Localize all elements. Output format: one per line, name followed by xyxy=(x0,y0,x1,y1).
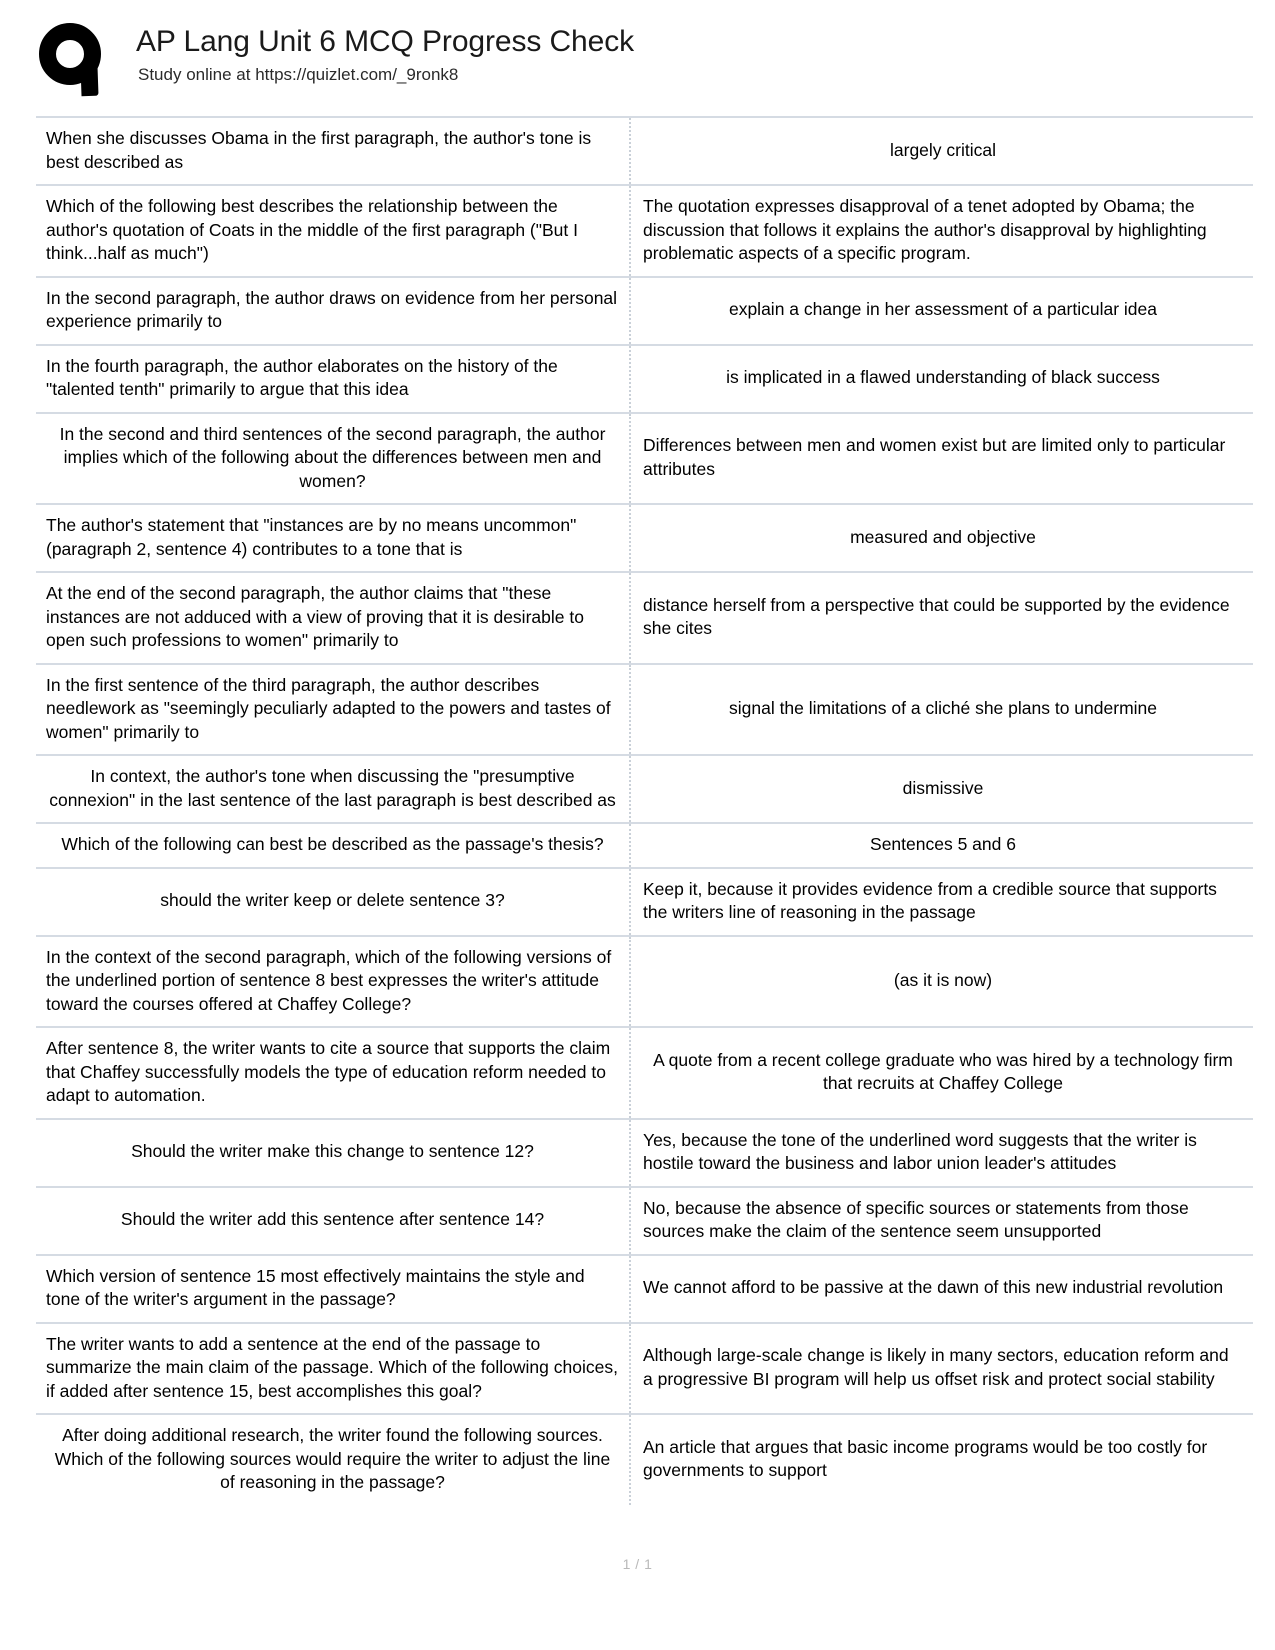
term-cell: Should the writer add this sentence after sentence 14? xyxy=(36,1187,630,1255)
definition-cell: Although large-scale change is likely in many sectors, education reform and a progressive BI program will help us offset risk and protect social stability xyxy=(643,1345,1229,1389)
definition-cell: Differences between men and women exist but are limited only to particular attributes xyxy=(643,435,1226,479)
definition-cell: Sentences 5 and 6 xyxy=(870,834,1016,854)
definition-cell: is implicated in a flawed understanding of black success xyxy=(726,367,1160,388)
definition-cell: A quote from a recent college graduate who was hired by a technology firm that recruits at Chaffey College xyxy=(653,1049,1233,1094)
table-row xyxy=(36,1414,1253,1505)
definition-cell: No, because the absence of specific sources or statements from those sources make the claim of the sentence seem unsupported xyxy=(643,1197,1189,1241)
table-row xyxy=(36,936,1253,1028)
term-cell: In the first sentence of the third paragraph, the author describes needlework as "seemingly peculiarly adapted to the powers and tastes of women" primarily to xyxy=(36,664,630,756)
table-row xyxy=(36,755,1253,823)
definition-cell: measured and objective xyxy=(850,526,1036,547)
term-cell: In the second paragraph, the author draws on evidence from her personal experience primarily to xyxy=(36,277,630,345)
table-row xyxy=(36,868,1253,936)
term-cell: After doing additional research, the writer found the following sources. Which of the following sources would require the writer to adjust the line of reasoning in the passage? xyxy=(36,1414,630,1505)
definition-cell: (as it is now) xyxy=(893,970,993,990)
term-cell: In the fourth paragraph, the author elaborates on the history of the "talented tenth" primarily to argue that this idea xyxy=(36,345,630,413)
term-cell: should the writer keep or delete sentence 3? xyxy=(36,868,630,936)
table-row xyxy=(36,1255,1253,1323)
logo-tail xyxy=(80,66,98,97)
definition-cell: We cannot afford to be passive at the dawn of this new industrial revolution xyxy=(643,1277,1224,1298)
term-cell: When she discusses Obama in the first paragraph, the author's tone is best described as xyxy=(36,117,630,185)
table-row xyxy=(36,413,1253,505)
table-row xyxy=(36,117,1253,185)
table-row xyxy=(36,504,1253,572)
table-row xyxy=(36,823,1253,868)
term-cell: Should the writer make this change to sentence 12? xyxy=(36,1119,630,1187)
term-cell: At the end of the second paragraph, the author claims that "these instances are not adduced with a view of proving that it is desirable to open such professions to women" primarily to xyxy=(36,572,630,664)
table-row xyxy=(36,345,1253,413)
definition-cell: An article that argues that basic income programs would be too costly for governments to support xyxy=(643,1436,1208,1481)
header-text-block xyxy=(120,18,634,86)
terms-table xyxy=(36,116,1253,1505)
table-row xyxy=(36,185,1253,277)
term-cell: In context, the author's tone when discussing the "presumptive connexion" in the last sentence of the last paragraph is best described as xyxy=(36,755,630,823)
term-cell: Which version of sentence 15 most effectively maintains the style and tone of the writer's argument in the passage? xyxy=(36,1255,630,1323)
term-cell: The writer wants to add a sentence at the end of the passage to summarize the main claim of the passage. Which of the following choices, if added after sentence 15, best accomplishes this goal? xyxy=(36,1323,630,1415)
definition-cell: distance herself from a perspective that could be supported by the evidence she cites xyxy=(643,594,1230,639)
term-cell: The author's statement that "instances are by no means uncommon" (paragraph 2, sentence 4) contributes to a tone that is xyxy=(36,504,630,572)
table-row xyxy=(36,1323,1253,1415)
document-header xyxy=(30,0,1245,112)
table-row xyxy=(36,1187,1253,1255)
quizlet-q-logo-icon xyxy=(34,20,120,106)
table-row xyxy=(36,1119,1253,1187)
table-row xyxy=(36,572,1253,664)
terms-table-body xyxy=(36,117,1253,1505)
term-cell: In the second and third sentences of the second paragraph, the author implies which of the following about the differences between men and women? xyxy=(36,413,630,505)
term-cell: Which of the following best describes the relationship between the author's quotation of Coats in the middle of the first paragraph ("But I think...half as much") xyxy=(36,185,630,277)
definition-cell: signal the limitations of a cliché she plans to undermine xyxy=(728,698,1157,718)
definition-cell: The quotation expresses disapproval of a tenet adopted by Obama; the discussion that follows it explains the author's disapproval by highlighting problematic aspects of a specific program. xyxy=(643,196,1207,263)
table-row xyxy=(36,1027,1253,1119)
term-cell: After sentence 8, the writer wants to cite a source that supports the claim that Chaffey successfully models the type of education reform needed to adapt to automation. xyxy=(36,1027,630,1119)
study-online-link[interactable]: Study online at https://quizlet.com/_9ronk8 xyxy=(138,65,459,84)
definition-cell: Yes, because the tone of the underlined word suggests that the writer is hostile toward the business and labor union leader's attitudes xyxy=(643,1129,1197,1173)
definition-cell: explain a change in her assessment of a particular idea xyxy=(728,299,1158,320)
page-title: AP Lang Unit 6 MCQ Progress Check xyxy=(136,25,635,58)
definition-cell: dismissive xyxy=(902,777,984,798)
term-cell: Which of the following can best be described as the passage's thesis? xyxy=(36,823,630,868)
table-row xyxy=(36,664,1253,756)
definition-cell: Keep it, because it provides evidence from a credible source that supports the writers line of reasoning in the passage xyxy=(643,878,1217,922)
definition-cell: largely critical xyxy=(890,139,996,160)
page-footer: 1 / 1 xyxy=(622,1556,653,1572)
term-cell: In the context of the second paragraph, which of the following versions of the underlined portion of sentence 8 best expresses the writer's attitude toward the courses offered at Chaffey College? xyxy=(36,936,630,1028)
table-row xyxy=(36,277,1253,345)
